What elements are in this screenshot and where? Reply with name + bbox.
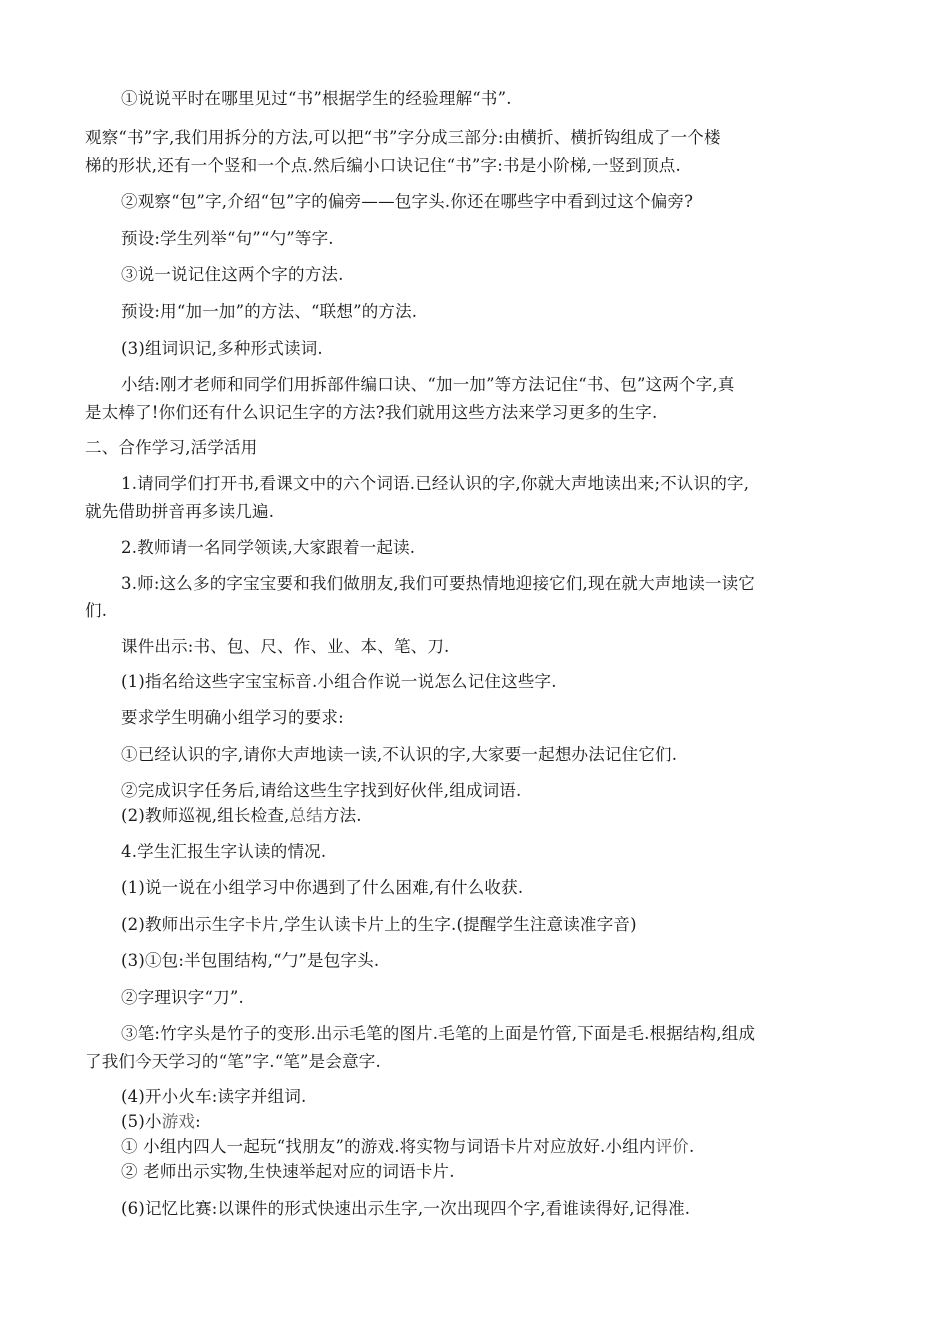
paragraph-line: (3)组词识记,多种形式读词. bbox=[121, 339, 323, 358]
paragraph-line: 预设:用“加一加”的方法、“联想”的方法. bbox=[121, 302, 418, 321]
paragraph-line: ①已经认识的字,请你大声地读一读,不认识的字,大家要一起想办法记住它们. bbox=[121, 745, 678, 764]
paragraph-line: ②观察“包”字,介绍“包”字的偏旁——包字头.你还在哪些字中看到过这个偏旁? bbox=[121, 192, 694, 211]
paragraph-line: 1.请同学们打开书,看课文中的六个词语.已经认识的字,你就大声地读出来;不认识的字, bbox=[121, 474, 750, 493]
paragraph-line bbox=[121, 1136, 694, 1158]
paragraph-line: 预设:学生列举“句”“勺”等字. bbox=[121, 229, 334, 248]
line-text: 方法. bbox=[322, 806, 362, 825]
paragraph-line: 是太棒了!你们还有什么识记生字的方法?我们就用这些方法来学习更多的生字. bbox=[85, 403, 658, 422]
paragraph-line: (2)教师出示生字卡片,学生认读卡片上的生字.(提醒学生注意读准字音) bbox=[121, 915, 637, 934]
paragraph-line: 了我们今天学习的“笔”字.“笔”是会意字. bbox=[85, 1052, 381, 1071]
paragraph-line: 小结:刚才老师和同学们用拆部件编口诀、“加一加”等方法记住“书、包”这两个字,真 bbox=[121, 375, 735, 394]
paragraph-line: ③笔:竹字头是竹子的变形.出示毛笔的图片.毛笔的上面是竹管,下面是毛.根据结构,组成 bbox=[121, 1024, 756, 1043]
paragraph-line: (6)记忆比赛:以课件的形式快速出示生字,一次出现四个字,看谁读得好,记得准. bbox=[121, 1199, 691, 1218]
paragraph-line: 观察“书”字,我们用拆分的方法,可以把“书”字分成三部分:由横折、横折钩组成了一个楼 bbox=[85, 128, 721, 147]
paragraph-line: (1)指名给这些字宝宝标音.小组合作说一说怎么记住这些字. bbox=[121, 672, 557, 691]
paragraph-line: 就先借助拼音再多读几遍. bbox=[85, 502, 275, 521]
line-text-gray: 游戏 bbox=[161, 1112, 196, 1131]
line-text: : bbox=[195, 1112, 201, 1131]
paragraph-line: (1)说一说在小组学习中你遇到了什么困难,有什么收获. bbox=[121, 878, 524, 897]
paragraph-line: 2.教师请一名同学领读,大家跟着一起读. bbox=[121, 538, 416, 557]
paragraph-line: 们. bbox=[85, 601, 108, 620]
line-text: . bbox=[689, 1137, 695, 1156]
line-text-gray: 评价 bbox=[655, 1137, 690, 1156]
paragraph-line: 3.师:这么多的字宝宝要和我们做朋友,我们可要热情地迎接它们,现在就大声地读一读它 bbox=[121, 574, 755, 593]
line-text-gray: 总结 bbox=[289, 806, 323, 825]
line-text: (5)小 bbox=[121, 1112, 162, 1131]
paragraph-line: 课件出示:书、包、尺、作、业、本、笔、刀. bbox=[121, 637, 450, 656]
section-heading: 二、合作学习,活学活用 bbox=[85, 438, 258, 457]
paragraph-line: ①说说平时在哪里见过“书”根据学生的经验理解“书”. bbox=[121, 89, 512, 108]
paragraph-line: ②字理识字“刀”. bbox=[121, 988, 244, 1007]
paragraph-line bbox=[121, 1111, 201, 1133]
paragraph-line: ② 老师出示实物,生快速举起对应的词语卡片. bbox=[121, 1162, 455, 1181]
paragraph-line: 4.学生汇报生字认读的情况. bbox=[121, 842, 327, 861]
paragraph-line: ③说一说记住这两个字的方法. bbox=[121, 265, 344, 284]
paragraph-line: (4)开小火车:读字并组词. bbox=[121, 1087, 307, 1106]
paragraph-line: (3)①包:半包围结构,“勹”是包字头. bbox=[121, 951, 380, 970]
line-text: ① 小组内四人一起玩“找朋友”的游戏.将实物与词语卡片对应放好.小组内 bbox=[121, 1137, 656, 1156]
paragraph-line: ②完成识字任务后,请给这些生字找到好伙伴,组成词语. bbox=[121, 781, 522, 800]
line-text: (2)教师巡视,组长检查, bbox=[121, 806, 290, 825]
paragraph-line: 梯的形状,还有一个竖和一个点.然后编小口诀记住“书”字:书是小阶梯,一竖到顶点. bbox=[85, 156, 681, 175]
paragraph-line: 要求学生明确小组学习的要求: bbox=[121, 708, 344, 727]
paragraph-line bbox=[121, 805, 362, 827]
